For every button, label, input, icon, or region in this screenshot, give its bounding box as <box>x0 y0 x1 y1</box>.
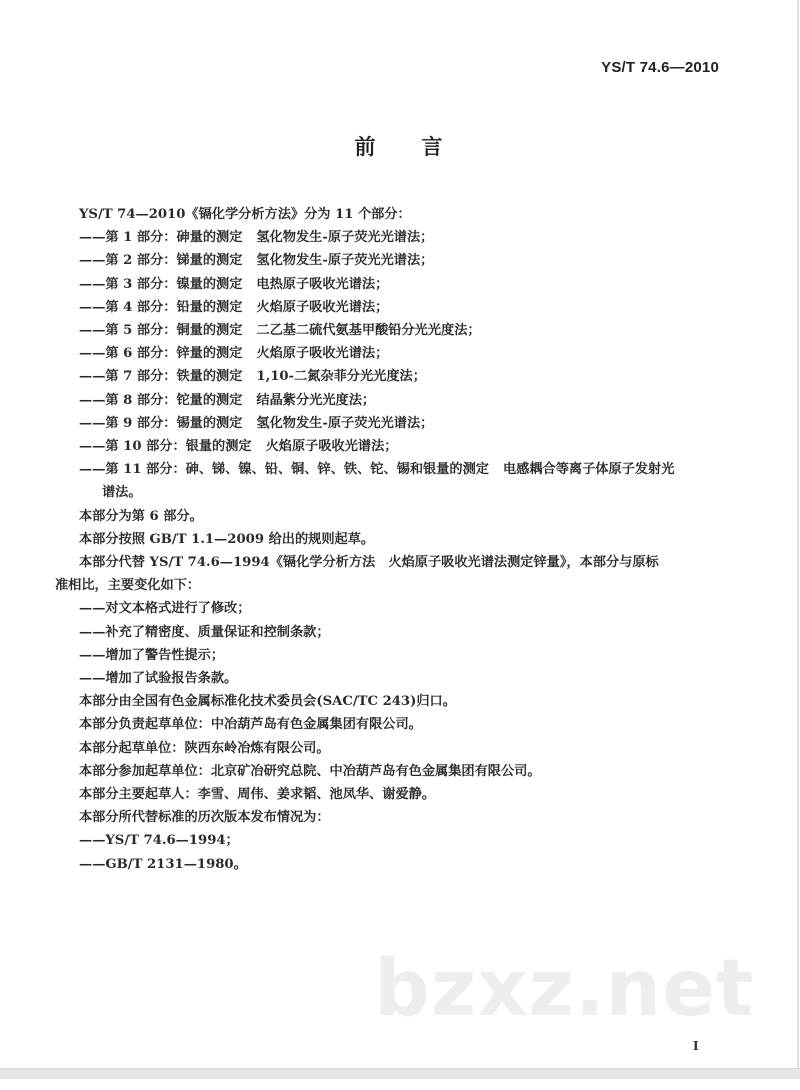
replaces-statement: 本部分代替 YS/T 74.6—1994《镉化学分析方法 火焰原子吸收光谱法测定锌量》，本部分与原标 <box>79 555 659 571</box>
part-method: 氢化物发生-原子荧光光谱法； <box>256 253 434 269</box>
part-item <box>79 342 739 365</box>
part-label: ——第 7 部分：铁量的测定 <box>79 369 243 385</box>
drafting-rule-statement: 本部分按照 GB/T 1.1—2009 给出的规则起草。 <box>79 531 375 547</box>
part-label: ——第 4 部分：铅量的测定 <box>79 299 243 315</box>
part-method: 二乙基二硫代氨基甲酸铅分光光度法； <box>256 323 481 339</box>
part-item-11 <box>79 458 739 481</box>
part-item-11-continuation: 谱法。 <box>102 485 142 501</box>
part-label: ——第 10 部分：银量的测定 <box>79 439 252 455</box>
part-item <box>79 319 739 342</box>
history-item: ——GB/T 2131—1980。 <box>79 856 247 872</box>
standard-code: YS/T 74.6—2010 <box>601 59 719 76</box>
change-item: ——对文本格式进行了修改； <box>79 601 251 617</box>
part-label: ——第 6 部分：锌量的测定 <box>79 346 243 362</box>
part-label: ——第 5 部分：铜量的测定 <box>79 323 243 339</box>
part-item <box>79 249 739 272</box>
page-number: I <box>693 1039 699 1053</box>
part-label: ——第 11 部分：砷、锑、镍、铅、铜、锌、铁、铊、锡和银量的测定 <box>79 462 489 478</box>
history-list <box>79 829 739 875</box>
part-method: 火焰原子吸收光谱法； <box>256 299 389 315</box>
part-method: 火焰原子吸收光谱法； <box>265 439 398 455</box>
changes-list <box>79 597 739 690</box>
part-item <box>79 435 739 458</box>
part-item <box>79 412 739 435</box>
part-method: 氢化物发生-原子荧光光谱法； <box>256 415 434 431</box>
foreword-body <box>55 203 739 876</box>
part-item <box>79 273 739 296</box>
page-separator <box>0 1068 800 1079</box>
responsibility-item: 本部分负责起草单位：中冶葫芦岛有色金属集团有限公司。 <box>79 717 422 733</box>
part-item <box>79 365 739 388</box>
responsibility-item: 本部分由全国有色金属标准化技术委员会(SAC/TC 243)归口。 <box>79 694 456 710</box>
part-method: 结晶紫分光光度法； <box>256 392 376 408</box>
replaces-statement-continuation: 准相比，主要变化如下： <box>55 578 201 594</box>
responsibility-list <box>79 690 739 829</box>
part-label: ——第 2 部分：锑量的测定 <box>79 253 243 269</box>
responsibility-item: 本部分参加起草单位：北京矿冶研究总院、中冶葫芦岛有色金属集团有限公司。 <box>79 763 541 779</box>
part-label: ——第 1 部分：砷量的测定 <box>79 230 243 246</box>
part-method: 电感耦合等离子体原子发射光 <box>502 462 675 478</box>
part-item <box>79 296 739 319</box>
part-method: 1,10-二氮杂菲分光光度法； <box>256 369 426 385</box>
part-label: ——第 9 部分：锡量的测定 <box>79 415 243 431</box>
part-method: 氢化物发生-原子荧光光谱法； <box>256 230 434 246</box>
title-char-2: 言 <box>421 135 443 159</box>
change-item: ——增加了警告性提示； <box>79 647 225 663</box>
intro-line: YS/T 74—2010《镉化学分析方法》分为 11 个部分： <box>79 207 411 222</box>
title-char-1: 前 <box>354 135 376 159</box>
part-method: 电热原子吸收光谱法； <box>256 276 389 292</box>
change-item: ——补充了精密度、质量保证和控制条款； <box>79 624 330 640</box>
parts-list <box>79 226 739 504</box>
part-item <box>79 226 739 249</box>
watermark: bzxz.net <box>374 944 755 1034</box>
this-part-statement: 本部分为第 6 部分。 <box>79 508 203 524</box>
responsibility-item: 本部分所代替标准的历次版本发布情况为： <box>79 810 330 826</box>
part-item <box>79 389 739 412</box>
responsibility-item: 本部分主要起草人：李雪、周伟、姜求韬、池凤华、谢爱静。 <box>79 787 436 803</box>
part-label: ——第 3 部分：镍量的测定 <box>79 276 243 292</box>
part-method: 火焰原子吸收光谱法； <box>256 346 389 362</box>
history-item: ——YS/T 74.6—1994； <box>79 833 239 849</box>
responsibility-item: 本部分起草单位：陕西东岭冶炼有限公司。 <box>79 740 330 756</box>
page-title <box>0 131 797 161</box>
change-item: ——增加了试验报告条款。 <box>79 671 238 687</box>
part-label: ——第 8 部分：铊量的测定 <box>79 392 243 408</box>
